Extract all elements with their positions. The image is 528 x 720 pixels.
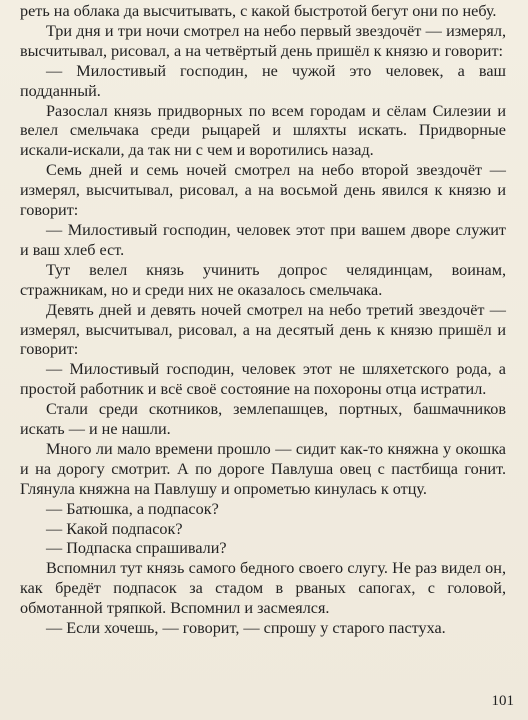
paragraph: Вспомнил тут князь самого бедного своего слугу. Не раз видел он, как бредёт подпасок за стадом в рваных сапогах, с головой, обмотанной тряпкой. Вспомнил и засмеялся.	[20, 559, 506, 618]
paragraph: Девять дней и девять ночей смотрел на небо третий звездочёт — измерял, высчитывал, рисовал, а на десятый день к князю пришёл и говорит:	[20, 300, 506, 359]
paragraph: — Милостивый господин, не чужой это человек, а ваш подданный.	[20, 61, 506, 100]
page-number: 101	[491, 693, 514, 709]
paragraph: реть на облака да высчитывать, с какой быстротой бегут они по небу.	[20, 2, 497, 20]
paragraph: — Милостивый господин, человек этот не шляхетского рода, а простой работник и всё своё состояние на похороны отца истратил.	[20, 360, 506, 399]
paragraph: Тут велел князь учинить допрос челядинцам, воинам, стражникам, но и среди них не оказалось смельчака.	[20, 260, 506, 299]
paragraph: — Подпаска спрашивали?	[46, 539, 227, 558]
paragraph: — Если хочешь, — говорит, — спрошу у старого пастуха.	[46, 619, 446, 638]
paragraph: Много ли мало времени прошло — сидит как-то княжна у окошка и на дорогу смотрит. А по дороге Павлуша овец с пастбища гонит. Глянула княжна на Павлушу и опрометью кинулась к отцу.	[20, 439, 506, 498]
paragraph: — Батюшка, а подпасок?	[46, 499, 219, 518]
paragraph: Три дня и три ночи смотрел на небо первый звездочёт — измерял, высчитывал, рисовал, а на четвёртый день пришёл к князю и говорит:	[20, 21, 506, 60]
paragraph: — Милостивый господин, человек этот при вашем дворе служит и ваш хлеб ест.	[20, 220, 506, 259]
paragraph: Стали среди скотников, землепашцев, портных, башмачников искать — и не нашли.	[20, 400, 506, 439]
paragraph: Разослал князь придворных по всем городам и сёлам Силезии и велел смельчака среди рыцарей и шляхты искать. Придворные искали-искали, да так ни с чем и воротились назад.	[20, 101, 506, 160]
paragraph: — Какой подпасок?	[46, 519, 183, 538]
paragraph: Семь дней и семь ночей смотрел на небо второй звездочёт — измерял, высчитывал, рисовал, а на восьмой день явился к князю и говорит:	[20, 161, 506, 220]
body-text	[20, 2, 506, 639]
